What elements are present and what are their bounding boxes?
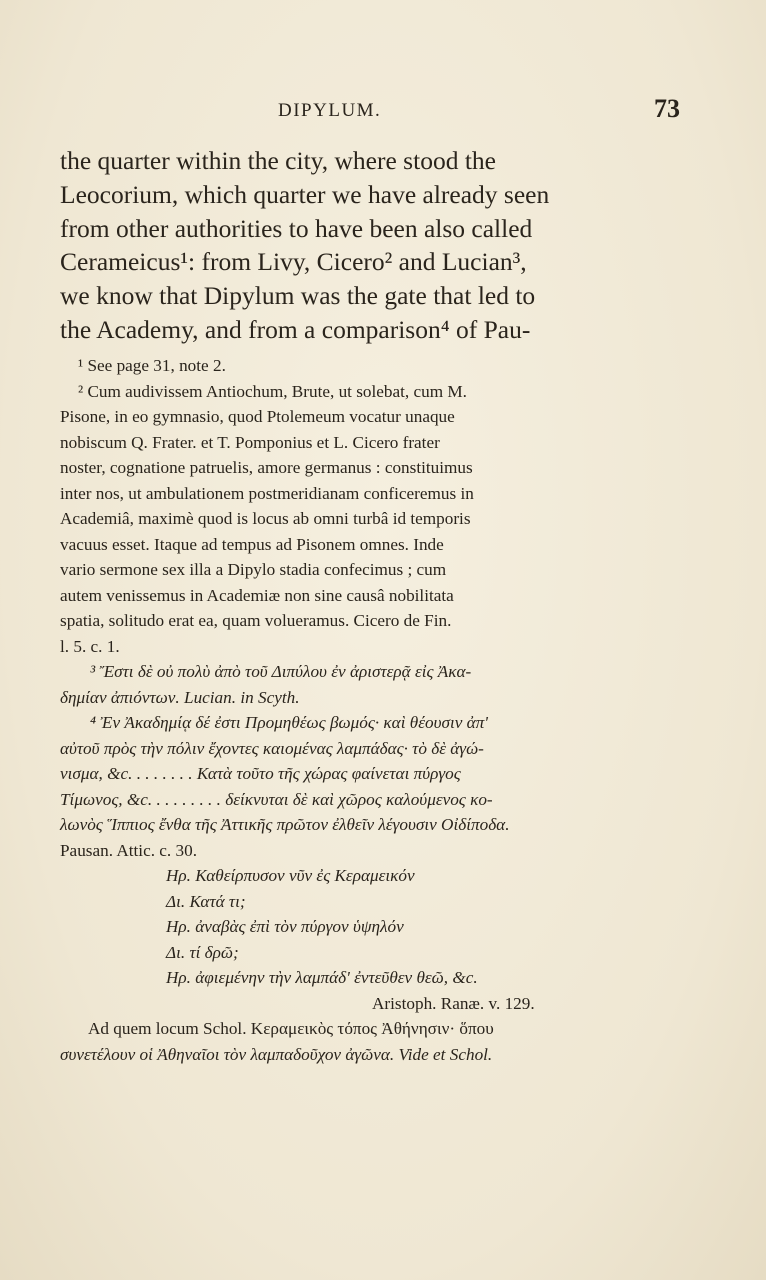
footnote-line: Academiâ, maximè quod is locus ab omni turbâ id temporis xyxy=(60,509,471,528)
footnote-line: δημίαν ἀπιόντων. Lucian. in Scyth. xyxy=(60,687,300,707)
footnote-line: ² Cum audivissem Antiochum, Brute, ut solebat, cum M. xyxy=(78,381,467,401)
footnote-line: ⁴ Ἐν Ἀκαδημίᾳ δέ ἐστι Προμηθέως βωμός· καὶ θέουσιν ἀπ' xyxy=(90,713,488,732)
footnote-line: Ad quem locum Schol. Κεραμεικὸς τόπος Ἀθήνησιν· ὅπου xyxy=(88,1019,494,1038)
running-head xyxy=(0,94,766,128)
main-text-line: we know that Dipylum was the gate that led to xyxy=(60,281,536,311)
footnote-line: vario sermone sex illa a Dipylo stadia confecimus ; cum xyxy=(60,560,447,579)
footnote-line: ³ Ἔστι δὲ οὐ πολὺ ἀπὸ τοῦ Διπύλου ἐν ἀριστερᾷ εἰς Ἀκα- xyxy=(90,662,472,681)
footnote-line: autem venissemus in Academiæ non sine causâ nobilitata xyxy=(60,585,454,605)
main-text xyxy=(60,144,610,347)
main-text-line: the Academy, and from a comparison⁴ of Pau- xyxy=(60,314,531,344)
footnote-line: inter nos, ut ambulationem postmeridianam conficeremus in xyxy=(60,483,474,503)
footnote-line: αὐτοῦ πρὸς τὴν πόλιν ἔχοντες καιομένας λαμπάδας· τὸ δὲ ἀγώ- xyxy=(60,738,484,758)
main-text-line: from other authorities to have been also called xyxy=(60,213,533,243)
citation-line: Aristoph. Ranæ. v. 129. xyxy=(372,993,535,1013)
footnotes xyxy=(60,353,604,1067)
footnote-line: noster, cognatione patruelis, amore germanus : constituimus xyxy=(60,458,473,477)
footnote-line: συνετέλουν οἱ Ἀθηναῖοι τὸν λαμπαδοῦχον ἀγῶνα. Vide et Schol. xyxy=(60,1044,493,1064)
footnote-line: spatia, solitudo erat ea, quam volueramus. Cicero de Fin. xyxy=(60,611,452,630)
main-text-line: the quarter within the city, where stood the xyxy=(60,146,496,175)
verse-line: Ηρ. ἀφιεμένην τὴν λαμπάδ' ἐντεῦθεν θεῶ, &c. xyxy=(166,968,478,987)
footnote-line: Pausan. Attic. c. 30. xyxy=(60,840,198,860)
footnote-line: nobiscum Q. Frater. et T. Pomponius et L. Cicero frater xyxy=(60,432,440,452)
verse-line: Δι. τί δρῶ; xyxy=(166,942,239,962)
footnote-line: ¹ See page 31, note 2. xyxy=(78,356,226,375)
footnote-line: λωνὸς Ἵππιος ἔνθα τῆς Ἀττικῆς πρῶτον ἐλθεῖν λέγουσιν Οἰδίποδα. xyxy=(60,815,510,834)
footnote-line: Pisone, in eo gymnasio, quod Ptolemeum vocatur unaque xyxy=(60,407,455,426)
running-title: DIPYLUM. xyxy=(278,100,382,121)
main-text-line: Cerameicus¹: from Livy, Cicero² and Lucian³, xyxy=(60,247,527,277)
main-text-line: Leocorium, which quarter we have already seen xyxy=(60,179,550,209)
footnote-line: νισμα, &c. . . . . . . . Κατὰ τοῦτο τῆς χώρας φαίνεται πύργος xyxy=(60,764,461,783)
footnote-line: Τίμωνος, &c. . . . . . . . . δείκνυται δὲ καὶ χῶρος καλούμενος κο- xyxy=(60,789,493,809)
footnote-line: vacuus esset. Itaque ad tempus ad Pisonem omnes. Inde xyxy=(60,534,444,554)
verse-line: Ηρ. Καθείρπυσον νῦν ἐς Κεραμεικόν xyxy=(166,866,415,885)
footnote-line: l. 5. c. 1. xyxy=(60,636,120,656)
verse-line: Ηρ. ἀναβὰς ἐπὶ τὸν πύργον ὑψηλόν xyxy=(166,917,404,936)
page-number: 73 xyxy=(654,94,680,123)
verse-line: Δι. Κατά τι; xyxy=(166,891,246,911)
